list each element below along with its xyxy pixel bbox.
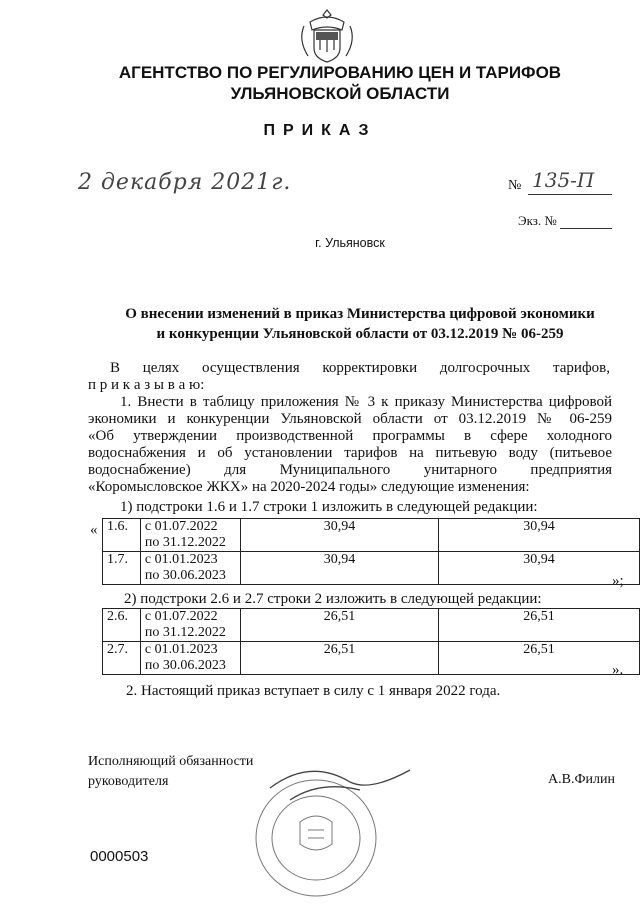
subpoint-1: 1) подстроки 1.6 и 1.7 строки 1 изложить в следующей редакции: — [120, 499, 538, 515]
body-text-line: водоснабжение) для Муниципального унитарного предприятия — [88, 462, 612, 478]
agency-name-line2: УЛЬЯНОВСКОЙ ОБЛАСТИ — [230, 84, 450, 103]
tariff-value: 26,51 — [439, 642, 640, 675]
table-row — [103, 519, 640, 552]
subpoint-2: 2) подстроки 2.6 и 2.7 строки 2 изложить в следующей редакции: — [124, 591, 542, 607]
copy-number-underline — [560, 228, 612, 229]
tariff-value: 26,51 — [241, 642, 439, 675]
item-2: 2. Настоящий приказ вступает в силу с 1 января 2022 года. — [126, 683, 501, 699]
period-from: с 01.01.2023 — [144, 642, 218, 657]
body-text-line: «Об утверждении производственной программы в сфере холодного — [88, 428, 612, 444]
number-underline — [528, 194, 612, 195]
tariff-value: 30,94 — [241, 552, 439, 585]
order-title: ПРИКАЗ — [263, 122, 377, 139]
period-from: с 01.07.2022 — [144, 609, 218, 624]
tariff-value: 30,94 — [241, 519, 439, 552]
table-row — [103, 609, 640, 642]
open-quote: « — [90, 522, 98, 538]
table-row — [103, 552, 640, 585]
period-cell — [140, 609, 240, 642]
table-row — [103, 642, 640, 675]
period-to: по 30.06.2023 — [144, 568, 226, 583]
round-stamp — [230, 750, 420, 900]
row-number: 1.6. — [103, 519, 141, 552]
row-number: 1.7. — [103, 552, 141, 585]
body-text-line: 1. Внести в таблицу приложения № 3 к приказу Министерства цифровой — [120, 394, 612, 410]
period-from: с 01.07.2022 — [144, 519, 218, 534]
signatory-name: А.В.Филин — [548, 772, 615, 787]
tariff-value: 26,51 — [241, 609, 439, 642]
subject-line1: О внесении изменений в приказ Министерства цифровой экономики — [125, 306, 595, 322]
period-from: с 01.01.2023 — [144, 552, 218, 567]
amendment-table-1 — [102, 518, 640, 585]
body-text-line: «Коромысловское ЖКХ» на 2020-2024 годы» следующие изменения: — [88, 479, 530, 495]
row-number: 2.7. — [103, 642, 141, 675]
close-quote: »; — [612, 573, 624, 589]
tariff-value: 30,94 — [439, 552, 640, 585]
copy-number-label: Экз. № — [518, 213, 557, 228]
row-number: 2.6. — [103, 609, 141, 642]
coat-of-arms-emblem — [296, 6, 358, 66]
order-number-label: № — [508, 178, 522, 193]
role-line2: руководителя — [88, 774, 169, 789]
document-serial-number: 0000503 — [90, 848, 149, 865]
period-cell — [140, 552, 240, 585]
body-text-line: В целях осуществления корректировки долгосрочных тарифов, — [110, 360, 610, 376]
role-line1: Исполняющий обязанности — [88, 754, 254, 769]
tariff-value: 30,94 — [439, 519, 640, 552]
body-text-line: водоснабжения и об установлении тарифов на питьевую воду (питьевое — [88, 445, 612, 461]
close-quote: ». — [612, 662, 624, 678]
period-to: по 31.12.2022 — [144, 535, 226, 550]
period-to: по 30.06.2023 — [144, 658, 226, 673]
period-cell — [140, 519, 240, 552]
handwritten-date: 2 декабря 2021г. — [78, 170, 292, 195]
body-text-line: экономики и конкуренции Ульяновской области от 03.12.2019 № 06-259 — [88, 411, 612, 427]
city: г. Ульяновск — [315, 236, 385, 250]
tariff-value: 26,51 — [439, 609, 640, 642]
handwritten-order-number: 135-П — [532, 168, 595, 192]
period-cell — [140, 642, 240, 675]
signatory-role — [88, 752, 253, 792]
subject-line2: и конкуренции Ульяновской области от 03.12.2019 № 06-259 — [156, 326, 564, 342]
body-text-line: п р и к а з ы в а ю: — [88, 377, 205, 393]
amendment-table-2 — [102, 608, 640, 675]
period-to: по 31.12.2022 — [144, 625, 226, 640]
agency-name-line1: АГЕНТСТВО ПО РЕГУЛИРОВАНИЮ ЦЕН И ТАРИФОВ — [118, 63, 562, 82]
